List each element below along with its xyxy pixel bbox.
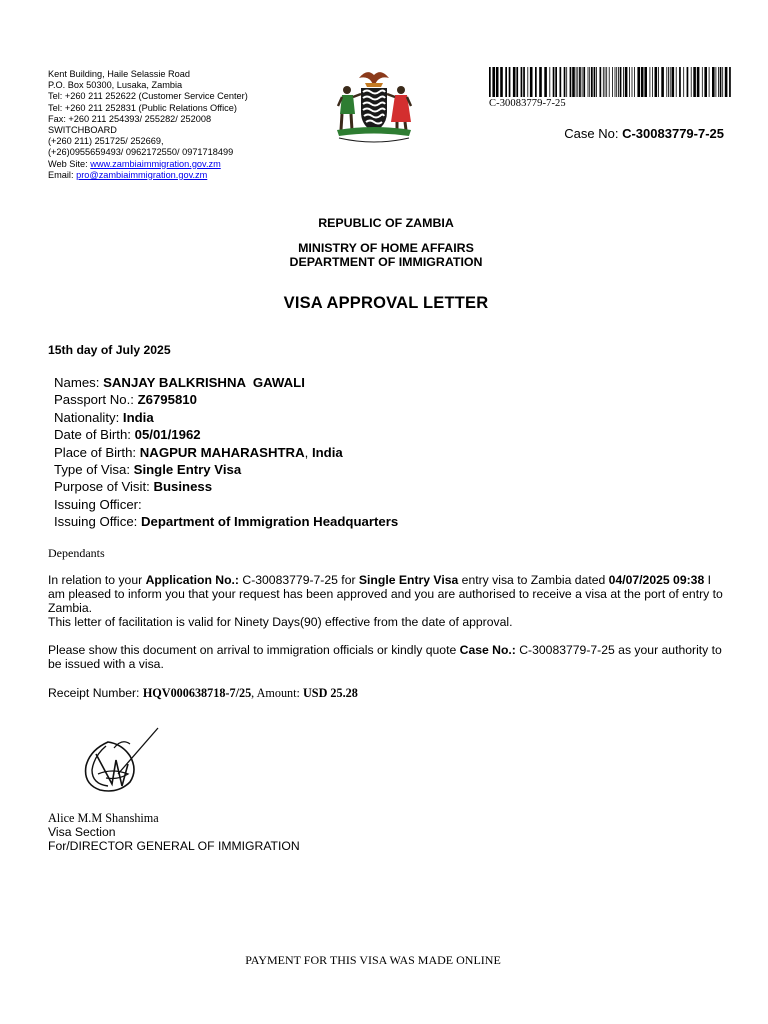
- barcode-bar: [596, 67, 597, 97]
- detail-row: [54, 409, 398, 426]
- detail-value: Business: [153, 479, 213, 495]
- barcode-bar: [658, 67, 659, 97]
- address-line: P.O. Box 50300, Lusaka, Zambia: [48, 80, 183, 91]
- barcode-bar: [500, 67, 503, 97]
- detail-label: Purpose of Visit:: [54, 479, 154, 495]
- barcode-bar: [516, 67, 518, 97]
- barcode-bar: [588, 67, 589, 97]
- validity-text: This letter of facilitation is valid for Ninety Days(90) effective from the date of approval.: [48, 615, 513, 629]
- barcode-bar: [618, 67, 619, 97]
- amount-label: , Amount:: [251, 686, 303, 700]
- detail-row: [54, 391, 398, 408]
- barcode-bar: [576, 67, 577, 97]
- receipt-number: HQV000638718-7/25: [142, 686, 252, 700]
- detail-value: Single Entry Visa: [133, 462, 242, 478]
- barcode-bar: [577, 67, 578, 97]
- detail-row: [54, 426, 398, 443]
- barcode-bar: [629, 67, 630, 97]
- barcode-bar: [729, 67, 731, 97]
- barcode-number: C-30083779-7-25: [489, 98, 566, 109]
- barcode-bar: [530, 67, 533, 97]
- detail-label: Date of Birth:: [54, 427, 135, 443]
- application-date: 04/07/2025 09:38: [608, 573, 705, 587]
- barcode-bar: [609, 67, 610, 97]
- barcode-bar: [652, 67, 653, 97]
- barcode-bar: [544, 67, 547, 97]
- phone-line: Tel: +260 211 252831 (Public Relations Office): [48, 102, 237, 113]
- barcode-bar: [539, 67, 542, 97]
- detail-value: India: [122, 409, 154, 425]
- instruction-paragraph: [48, 643, 728, 671]
- barcode-bar: [496, 67, 499, 97]
- detail-value: 05/01/1962: [134, 427, 201, 443]
- website-label: Web Site:: [48, 158, 91, 169]
- detail-label: Issuing Officer:: [54, 496, 142, 512]
- barcode-bar: [691, 67, 692, 97]
- barcode-bar: [615, 67, 616, 97]
- barcode-bar: [612, 67, 613, 97]
- case-number-label: Case No:: [564, 126, 623, 141]
- signer-section: Visa Section: [48, 825, 116, 839]
- signer-title: For/DIRECTOR GENERAL OF IMMIGRATION: [48, 839, 300, 853]
- email-label: Email:: [48, 169, 77, 180]
- body-text: C-30083779-7-25 for: [239, 573, 359, 587]
- visa-type: Single Entry Visa: [358, 573, 459, 587]
- barcode-bar: [606, 67, 607, 97]
- case-label: Case No.:: [459, 643, 516, 657]
- barcode-bar: [670, 67, 671, 97]
- barcode-bar: [616, 67, 617, 97]
- barcode-bar: [564, 67, 566, 97]
- barcode-bar: [594, 67, 596, 97]
- case-number-value: C-30083779-7-25: [622, 126, 724, 141]
- barcode-bar: [722, 67, 723, 97]
- case-number: [564, 126, 724, 141]
- detail-label: Names:: [54, 375, 104, 390]
- barcode-bar: [560, 67, 562, 97]
- detail-label: Type of Visa:: [54, 462, 134, 478]
- detail-row: [54, 496, 398, 513]
- barcode-bar: [720, 67, 722, 97]
- applicant-details: [54, 374, 398, 531]
- barcode-bar: [623, 67, 624, 97]
- barcode-bar: [620, 67, 622, 97]
- barcode-bar: [679, 67, 681, 97]
- barcode-bar: [513, 67, 516, 97]
- barcode-bar: [579, 67, 581, 97]
- contact-block: [48, 69, 263, 181]
- dependants-label: Dependants: [48, 546, 105, 560]
- barcode-bar: [712, 67, 715, 97]
- email-line: [48, 170, 263, 181]
- barcode-bar: [637, 67, 640, 97]
- barcode-bar: [632, 67, 633, 97]
- barcode-bar: [697, 67, 700, 97]
- barcode-bar: [492, 67, 495, 97]
- switchboard-label: SWITCHBOARD: [48, 125, 117, 136]
- barcode-bar: [535, 67, 537, 97]
- barcode-bar: [709, 67, 710, 97]
- barcode-bar: [666, 67, 667, 97]
- barcode-bar: [553, 67, 555, 97]
- detail-row: [54, 374, 398, 391]
- signer-name: Alice M.M Shanshima: [48, 811, 159, 825]
- barcode-bar: [683, 67, 684, 97]
- ministry-name: MINISTRY OF HOME AFFAIRS: [298, 241, 474, 255]
- barcode-bar: [600, 67, 602, 97]
- body-text: entry visa to Zambia dated: [458, 573, 609, 587]
- barcode-bar: [555, 67, 557, 97]
- barcode-bar: [687, 67, 689, 97]
- zambia-coat-of-arms-icon: [329, 66, 419, 150]
- barcode-bar: [716, 67, 717, 97]
- republic-heading: REPUBLIC OF ZAMBIA: [318, 216, 454, 230]
- barcode-bar: [725, 67, 728, 97]
- barcode-bar: [672, 67, 675, 97]
- phone-line: Tel: +260 211 252622 (Customer Service Center): [48, 91, 248, 102]
- barcode-bar: [572, 67, 575, 97]
- barcode-bar: [527, 67, 528, 97]
- phone-line: (+26)0955659493/ 0962172550/ 0971718499: [48, 147, 234, 158]
- website-link[interactable]: www.zambiaimmigration.gov.zm: [90, 158, 221, 169]
- barcode-bar: [603, 67, 604, 97]
- barcode-bar: [523, 67, 525, 97]
- letter-date: 15th day of July 2025: [48, 343, 171, 357]
- detail-value: India: [311, 444, 343, 460]
- letter-title: VISA APPROVAL LETTER: [283, 294, 489, 312]
- barcode-bar: [489, 67, 491, 97]
- barcode-bar: [634, 67, 635, 97]
- barcode-bar: [505, 67, 507, 97]
- barcode-bar: [570, 67, 572, 97]
- detail-separator: ,: [304, 444, 312, 460]
- body-text: Please show this document on arrival to immigration officials or kindly quote: [48, 643, 460, 657]
- application-label: Application No.:: [145, 573, 239, 587]
- body-text: C-30083779-7-25 as your authority to be issued with a visa.: [48, 643, 722, 671]
- ministry-heading: [0, 241, 768, 269]
- detail-label: Place of Birth:: [54, 444, 140, 460]
- barcode-bar: [676, 67, 677, 97]
- detail-row: [54, 513, 398, 530]
- fax-line: Fax: +260 211 254393/ 255282/ 252008: [48, 113, 212, 124]
- detail-value: Z6795810: [137, 392, 197, 408]
- department-name: DEPARTMENT OF IMMIGRATION: [289, 255, 483, 269]
- phone-line: (+260 211) 251725/ 252669,: [48, 136, 164, 147]
- detail-label: Issuing Office:: [54, 514, 141, 530]
- body-text: In relation to your: [48, 573, 146, 587]
- barcode-bar: [718, 67, 719, 97]
- detail-row: [54, 478, 398, 495]
- website-line: [48, 159, 263, 170]
- address-line: Kent Building, Haile Selassie Road: [48, 69, 190, 79]
- payment-footer: PAYMENT FOR THIS VISA WAS MADE ONLINE: [245, 953, 501, 967]
- barcode-bar: [549, 67, 550, 97]
- detail-row: [54, 461, 398, 478]
- barcode-bar: [589, 67, 590, 97]
- barcode-bar: [605, 67, 606, 97]
- barcode-bar: [521, 67, 523, 97]
- barcode-bar: [650, 67, 651, 97]
- barcode-bar: [702, 67, 703, 97]
- signature: [78, 724, 162, 798]
- approval-paragraph: [48, 573, 728, 629]
- detail-label: Nationality:: [54, 409, 123, 425]
- barcode: [489, 67, 734, 109]
- email-link[interactable]: pro@zambiaimmigration.gov.zm: [76, 169, 208, 180]
- detail-value: SANJAY BALKRISHNA GAWALI: [103, 375, 305, 390]
- detail-value: Department of Immigration Headquarters: [140, 514, 399, 530]
- detail-row: [54, 444, 398, 461]
- signer-block: [48, 811, 300, 853]
- barcode-bar: [693, 67, 696, 97]
- barcode-bar: [583, 67, 585, 97]
- amount-value: USD 25.28: [302, 686, 358, 700]
- barcode-bar: [655, 67, 658, 97]
- barcode-bar: [668, 67, 669, 97]
- barcode-bar: [582, 67, 583, 97]
- barcode-bar: [641, 67, 644, 97]
- body-text: I am pleased to inform you that your request has been approved and you are authorised to receive a visa at the port of entry to Zambia.: [48, 573, 723, 615]
- barcode-bars: [489, 67, 733, 97]
- barcode-bar: [509, 67, 511, 97]
- detail-label: Passport No.:: [54, 392, 138, 408]
- receipt-label: Receipt Number:: [48, 686, 143, 700]
- barcode-bar: [591, 67, 593, 97]
- barcode-bar: [566, 67, 567, 97]
- barcode-bar: [644, 67, 647, 97]
- barcode-bar: [625, 67, 628, 97]
- detail-value: NAGPUR MAHARASHTRA: [139, 444, 305, 460]
- barcode-bar: [704, 67, 707, 97]
- receipt-line: [48, 686, 358, 701]
- barcode-bar: [661, 67, 664, 97]
